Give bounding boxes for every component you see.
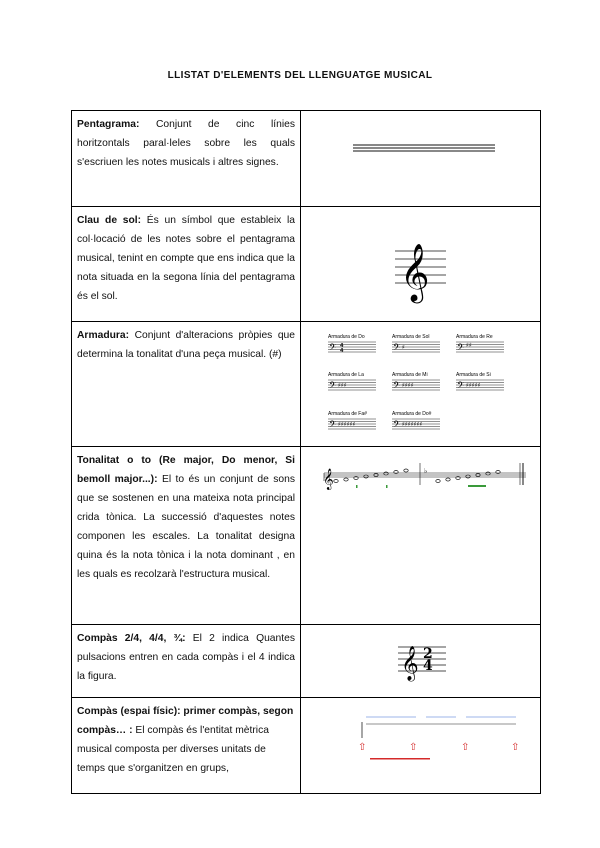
treble-clef-illustration <box>306 211 535 316</box>
key-signature-label: Armadura de Re <box>456 334 493 340</box>
term-label: Tonalitat o to (Re major, Do menor, Si bemoll major...): <box>77 455 295 485</box>
illustration-cell <box>301 207 541 322</box>
flat-icon: ♭ <box>424 467 428 475</box>
bass-clef-icon: 𝄢 <box>393 380 401 393</box>
definition-text: És un símbol que estableix la col·locació de les notes sobre el pentagrama musical, tenint en compte que ens indica que la nota situada en la segona línia del pentagrama és el sol. <box>77 215 296 302</box>
arrow-up-icon: ⇧ <box>461 742 470 753</box>
measures-diagram-illustration <box>306 702 535 788</box>
staff-lines-illustration <box>306 115 535 201</box>
definition-cell <box>72 322 301 447</box>
bass-clef-icon: 𝄢 <box>329 380 337 393</box>
bass-clef-icon: 𝄢 <box>457 380 465 393</box>
definition-cell <box>72 111 301 207</box>
treble-clef-icon: 𝄞 <box>401 646 419 681</box>
time-signature-icon: 4 <box>340 348 344 354</box>
key-signature-label: Armadura de Do# <box>392 411 432 417</box>
time-signature-icon: 4 <box>423 658 433 674</box>
time-signature-illustration <box>306 629 535 692</box>
key-signature-label: Armadura de Si <box>456 372 491 378</box>
table-row <box>72 698 541 794</box>
scale-staff-illustration <box>306 451 535 619</box>
bass-clef-icon: 𝄢 <box>393 342 401 355</box>
definition-text: El 2 indica Quantes pulsacions entren en cada compàs i el 4 indica la figura. <box>77 633 295 682</box>
bass-clef-icon: 𝄢 <box>329 419 337 432</box>
illustration-cell <box>301 625 541 698</box>
definition-text: El to és un conjunt de sons que se sostenen en una mateixa nota principal crida tònica. La successió d'aquestes notes componen les escales. La tonalitat designa quina és la nota tònica i la nota dominant , en les quals es recolzarà l'estructura musical. <box>77 474 295 580</box>
table-row <box>72 322 541 447</box>
definition-cell <box>72 625 301 698</box>
time-signature-icon: 2 <box>423 646 433 662</box>
arrow-up-icon: ⇧ <box>511 742 520 753</box>
table-row <box>72 111 541 207</box>
key-signature-label: Armadura de La <box>328 372 364 378</box>
term-label: Compàs 2/4, 4/4, ¾: <box>77 633 186 644</box>
arrow-up-icon: ⇧ <box>409 742 418 753</box>
term-label: Clau de sol: <box>77 215 142 226</box>
time-signature-icon: 4 <box>340 343 344 349</box>
illustration-cell <box>301 111 541 207</box>
key-signatures-illustration <box>306 326 535 441</box>
key-signature-label: Armadura de Do <box>328 334 365 340</box>
key-signature-label: Armadura de Fa# <box>328 411 367 417</box>
key-signature-label: Armadura de Mi <box>392 372 428 378</box>
glossary-table <box>71 110 541 794</box>
term-label: Armadura: <box>77 330 130 341</box>
sharp-icon: ♯♯♯♯ <box>402 382 414 389</box>
sharp-icon: ♯♯♯♯♯ <box>466 382 481 389</box>
term-label: Compàs (espai físic): primer compàs, segon compàs… : <box>77 706 294 736</box>
definition-text: Conjunt d'alteracions pròpies que determina la tonalitat d'una peça musical. (#) <box>77 330 295 360</box>
page-title: LLISTAT D'ELEMENTS DEL LLENGUATGE MUSICAL <box>167 70 433 81</box>
sharp-icon: ♯♯ <box>466 342 472 349</box>
sharp-icon: ♯♯♯ <box>338 382 347 389</box>
arrow-up-icon: ⇧ <box>358 742 367 753</box>
treble-clef-icon: 𝄞 <box>323 469 334 490</box>
definition-cell <box>72 207 301 322</box>
illustration-cell <box>301 322 541 447</box>
bass-clef-icon: 𝄢 <box>457 342 465 355</box>
illustration-cell <box>301 447 541 625</box>
table-row <box>72 207 541 322</box>
sharp-icon: ♯ <box>402 344 405 351</box>
definition-text: Conjunt de cinc línies horitzontals paral·leles sobre les quals s'escriuen les notes musicals i altres signes. <box>77 119 295 168</box>
definition-text: El compàs és l'entitat mètrica musical composta per diverses unitats de temps que s'organitzen en grups, <box>77 725 269 774</box>
bass-clef-icon: 𝄢 <box>329 342 337 355</box>
illustration-cell <box>301 698 541 794</box>
definition-cell <box>72 698 301 794</box>
treble-clef-icon: 𝄞 <box>400 243 430 301</box>
table-row <box>72 625 541 698</box>
table-row <box>72 447 541 625</box>
bass-clef-icon: 𝄢 <box>393 419 401 432</box>
sharp-icon: ♯♯♯♯♯♯ <box>338 421 356 428</box>
sharp-icon: ♯♯♯♯♯♯♯ <box>402 421 423 428</box>
key-signature-label: Armadura de Sol <box>392 334 430 340</box>
definition-cell <box>72 447 301 625</box>
term-label: Pentagrama: <box>77 119 140 130</box>
